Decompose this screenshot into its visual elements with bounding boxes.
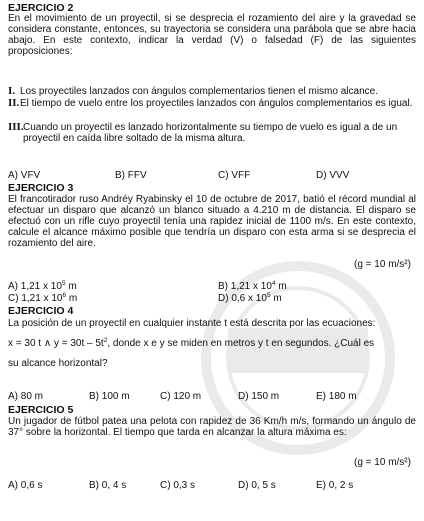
e3-gravity: (g = 10 m/s²) [354,259,411,270]
e5-option-a[interactable]: A) 0,6 s [8,480,43,491]
e3-title: EJERCICIO 3 [8,182,74,194]
e5-option-e[interactable]: E) 0, 2 s [316,480,354,491]
e2-title: EJERCICIO 2 [8,2,74,14]
e2-statement-2 [8,97,413,109]
e5-option-b[interactable]: B) 0, 4 s [89,480,127,491]
e4-question: su alcance horizontal? [8,358,108,369]
e2-statement-3 [8,121,398,144]
e2-option-c[interactable]: C) VFF [218,170,251,181]
e5-title: EJERCICIO 5 [8,404,74,416]
statement-number: I. [8,85,16,97]
e5-gravity: (g = 10 m/s²) [354,457,411,468]
e5-option-d[interactable]: D) 0, 5 s [238,480,276,491]
statement-text: Los proyectiles lanzados con ángulos complementarios tienen el mismo alcance. [20,86,378,97]
e3-option-b[interactable]: B) 1,21 x $10^4$ m [218,280,287,292]
statement-text: Cuando un proyectil es lanzado horizontalmente su tiempo de vuelo es igual a de un proyectil en caída libre soltado de la misma altura. [23,122,398,144]
e2-option-d[interactable]: D) VVV [316,170,350,181]
e4-text: La posición de un proyectil en cualquier instante t está descrita por las ecuaciones: [8,318,376,329]
e4-option-b[interactable]: B) 100 m [89,391,130,402]
e3-option-d[interactable]: D) 0,6 x $10^5$ m [218,292,282,304]
e4-option-e[interactable]: E) 180 m [316,391,357,402]
e3-option-a[interactable]: A) 1,21 x $10^5$ m [8,280,77,292]
statement-number: III. [8,121,24,133]
e4-option-c[interactable]: C) 120 m [160,391,202,402]
e2-option-b[interactable]: B) FFV [115,170,147,181]
e4-option-d[interactable]: D) 150 m [238,391,280,402]
statement-text: El tiempo de vuelo entre los proyectiles lanzados con ángulos complementarios es igual. [20,98,413,109]
e4-option-a[interactable]: A) 80 m [8,391,44,402]
e3-option-c[interactable]: C) 1,21 x $10^6$ m [8,292,78,304]
e2-option-a[interactable]: A) VFV [8,170,41,181]
e3-text: El francotirador ruso Andréy Ryabinsky el 10 de octubre de 2017, batió el récord mundial al efectuar un disparo que alcanzó un blanco situado a 4.210 m de distancia. El disparo se efectuó con un rifle cuyo proyectil tenía una rapidez inicial de 1100 m/s. En este contexto, calcule el alcance máximo posible que tendría un disparo con esta arma si se desprecia el rozamiento del aire. [8,194,416,249]
e2-statement-1 [8,85,378,97]
statement-number: II. [8,97,20,109]
e5-option-c[interactable]: C) 0,3 s [160,480,196,491]
e5-text: Un jugador de fútbol patea una pelota con rapidez de 36 Km/h m/s, formando un ángulo de 37° sobre la horizontal. El tiempo que tarda en alcanzar la altura máxima es: [8,416,416,438]
e4-equations: x = 30 t ∧ $y = 30t - 5t^2$, donde x e y se miden en metros y t en segundos. ¿Cuál es [8,337,375,349]
e2-text: En el movimiento de un proyectil, si se desprecia el rozamiento del aire y la gravedad se considera constante, entonces, su trayectoria se considera una parábola que se abre hacia abajo. En este contexto, indicar la verdad (V) o falsedad (F) de las siguientes proposiciones: [8,13,416,57]
e4-title: EJERCICIO 4 [8,305,74,317]
